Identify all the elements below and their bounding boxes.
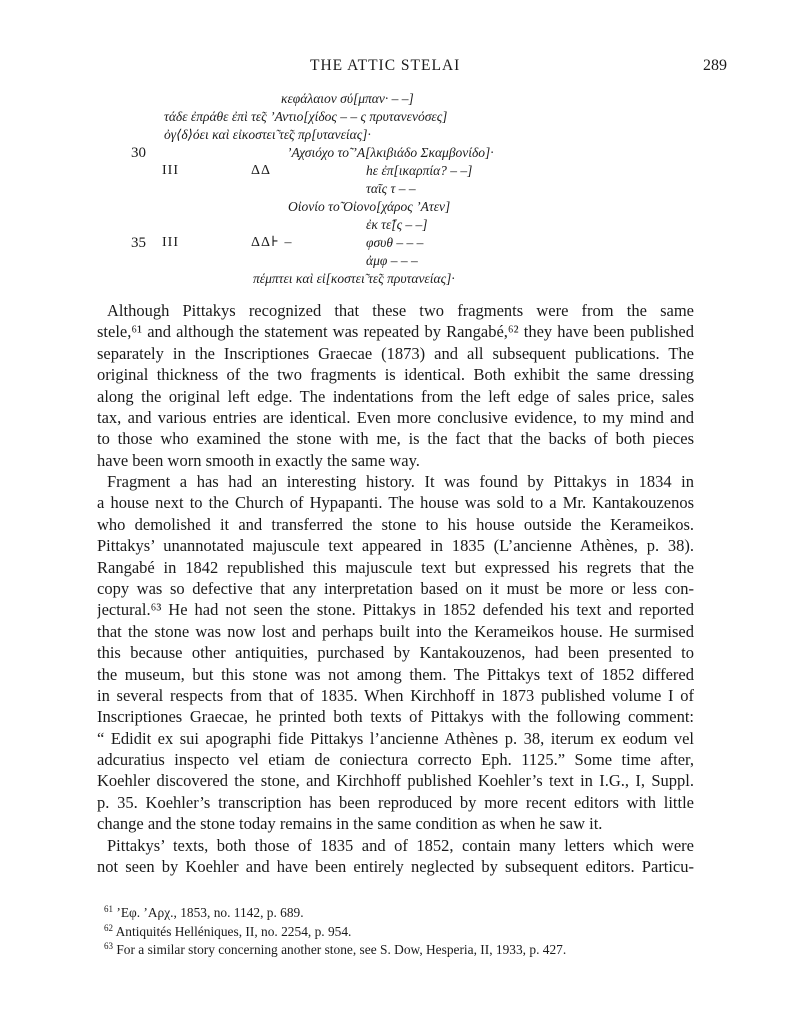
text-line: jectural.⁶³ He had not seen the stone. Pittakys in 1852 defended his text and reported — [97, 600, 694, 620]
inscription-line: hε ἐπ[ικαρπία? – –] — [366, 163, 473, 178]
text-line: that the stone was now lost and perhaps built into the Kerameikos house. He surmised — [97, 621, 694, 641]
inscription-block — [0, 90, 790, 286]
text-line: “ Edidit ex sui apographi fide Pittakys l’ancienne Athènes p. 38, iterum ex eodum vel — [97, 728, 694, 748]
inscription-line: ἐκ τε̃[ς – –] — [366, 217, 428, 232]
price-mark: ΔΔ — [251, 163, 272, 178]
footnote-number: 61 — [104, 904, 113, 914]
inscription-line: ʼΑχσιόχο το̃ ʼΑ[λκιβιάδο Σκαμβονίδο]· — [287, 145, 494, 160]
line-number: 35 — [131, 235, 146, 251]
page-number: 289 — [703, 57, 727, 74]
text-line: Although Pittakys recognized that these two fragments were from the same — [107, 301, 694, 320]
text-line: along the original left edge. The indentations from the left edge of sales price, sales — [97, 386, 694, 406]
tally-mark: III — [162, 163, 179, 178]
text-line: Pittakys’ texts, both those of 1835 and of 1852, contain many letters which were — [107, 836, 694, 855]
text-line: separately in the Inscriptiones Graecae (1873) and all subsequent publications. The — [97, 343, 694, 363]
text-line: copy was so defective that any interpretation based on it must be more or less con- — [97, 578, 694, 598]
inscription-line: φσυθ – – – — [366, 235, 424, 250]
footnote-text: ʼΕφ. ʼΑρχ., 1853, no. 1142, p. 689. — [116, 905, 304, 920]
footnote-number: 62 — [104, 922, 113, 933]
text-line: Pittakys’ unannotated majuscule text appeared in 1835 (L’ancienne Athènes, p. 38). — [97, 536, 694, 556]
text-line: the museum, but this stone was not among them. The Pittakys text of 1852 differed — [97, 664, 694, 684]
text-line: this because other antiquities, purchased by Kantakouzenos, had been presented to — [97, 643, 694, 663]
price-mark: ΔΔ⊦ – — [251, 235, 293, 250]
inscription-line: ταῖς τ – – — [366, 181, 416, 196]
footnote — [104, 904, 694, 923]
inscription-line: πέμπτει καὶ εἰ[κοστει̃ τε̃ς πρυτανείας]· — [253, 271, 455, 286]
text-line: Inscriptiones Graecae, he printed both texts of Pittakys with the following comment: — [97, 707, 694, 727]
paragraph — [97, 300, 694, 471]
running-title: THE ATTIC STELAI — [310, 57, 461, 74]
inscription-line: ὀγ⟨δ⟩όει καὶ εἰκοστει̃ τε̃ς πρ[υτανείας]· — [164, 127, 371, 142]
tally-mark: III — [162, 235, 179, 250]
line-number: 30 — [131, 145, 146, 161]
text-line: Koehler discovered the stone, and Kirchhoff published Koehler’s text in I.G., I, Suppl. — [97, 771, 694, 791]
text-line: Rangabé in 1842 republished this majuscule text but expressed his regrets that the — [97, 557, 694, 577]
text-line: have been worn smooth in exactly the same way. — [97, 450, 420, 470]
running-header — [0, 57, 790, 79]
text-line: not seen by Koehler and have been entirely neglected by subsequent editors. Particu- — [97, 857, 694, 877]
footnote — [104, 941, 694, 960]
footnote — [104, 923, 694, 942]
text-line: who demolished it and transferred the stone to his house outside the Kerameikos. — [97, 514, 694, 534]
footnote-text: For a similar story concerning another stone, see S. Dow, Hesperia, II, 1933, p. 427. — [116, 942, 567, 957]
inscription-line: Οἰονίο το̃ Οἰονο[χάρος ʼΑτεν] — [288, 199, 451, 214]
text-line: adcuratius inspecto vel etiam de coniectura correcto Eph. 1125.” Some time after, — [97, 750, 694, 770]
text-line: in several respects from that of 1835. When Kirchhoff in 1873 published volume I of — [97, 685, 694, 705]
footnote-number: 63 — [104, 941, 113, 951]
footnotes — [104, 904, 694, 960]
inscription-line: τάδε ἐπράθε ἐπὶ τε̃ς ʼΑντιο[χίδος – – ς πρυτανενόσες] — [164, 109, 448, 124]
inscription-line: κεφάλαιον σύ[μπαν· – –] — [281, 91, 414, 106]
paragraph — [97, 835, 694, 878]
text-line: original thickness of the two fragments is identical. Both exhibit the same dressing — [97, 365, 694, 385]
text-line: change and the stone today remains in the same condition as when he saw it. — [97, 814, 603, 834]
text-line: a house next to the Church of Hypapanti. The house was sold to a Mr. Kantakouzenos — [97, 493, 694, 513]
text-line: Fragment a has had an interesting history. It was found by Pittakys in 1834 in — [107, 472, 694, 491]
paragraph — [97, 471, 694, 835]
text-line: p. 35. Koehler’s transcription has been reproduced by more recent editors with little — [97, 792, 694, 812]
text-line: to those who examined the stone with me, is the fact that the backs of both pieces — [97, 429, 694, 449]
text-line: tax, and various entries are identical. Even more conclusive evidence, to my mind and — [97, 407, 694, 427]
inscription-line: ἀμφ – – – — [366, 253, 418, 268]
footnote-text: Antiquités Helléniques, II, no. 2254, p. 954. — [115, 923, 352, 939]
text-line: stele,⁶¹ and although the statement was repeated by Rangabé,⁶² they have been published — [97, 322, 694, 342]
